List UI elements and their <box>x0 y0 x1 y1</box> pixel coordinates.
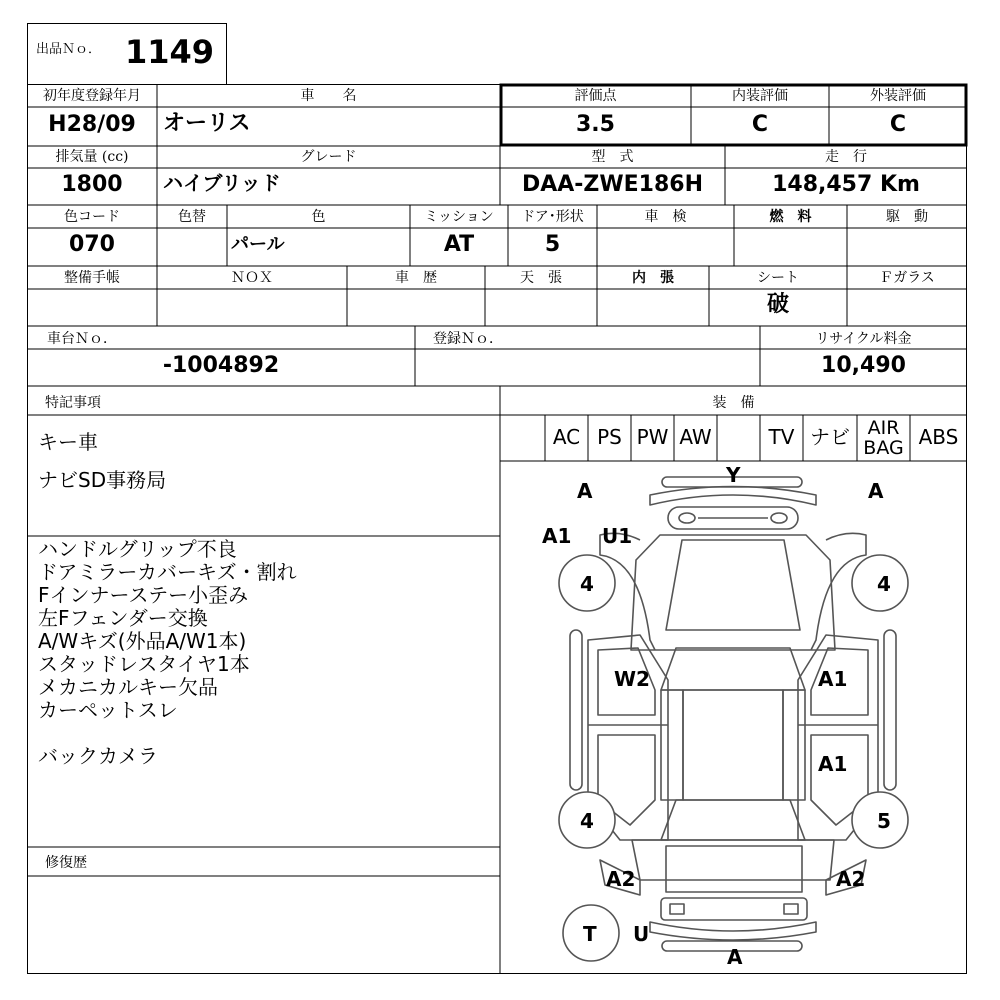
damage-a1-door1: A1 <box>818 667 848 691</box>
score-label: 評価点 <box>574 88 617 104</box>
tire-rl-value: 4 <box>580 809 594 833</box>
mileage-value: 148,457 Km <box>772 172 920 197</box>
car-name-label: 車 名 <box>300 88 357 104</box>
seat-label: シート <box>757 270 799 286</box>
damage-a1-left: A1 <box>542 524 572 548</box>
notes-lower <box>38 538 297 768</box>
note-line <box>38 722 297 745</box>
interior-lining-label: 内 張 <box>632 270 674 286</box>
car-name-value: オーリス <box>163 111 251 136</box>
lot-number: 1149 <box>125 33 215 71</box>
recycle-fee-value: 10,490 <box>821 353 906 378</box>
note-line: 左Fフェンダー交換 <box>38 606 208 630</box>
tire-fl-value: 4 <box>580 572 594 596</box>
equip-navi: ナビ <box>810 425 850 449</box>
mission-value: AT <box>443 232 475 257</box>
displacement-value: 1800 <box>61 172 123 197</box>
note-line: ドアミラーカバーキズ・割れ <box>38 560 297 584</box>
front-glass-label: Ｆガラス <box>879 270 935 286</box>
exterior-grade-value: C <box>889 112 907 137</box>
damage-a2-left: A2 <box>606 867 636 891</box>
maint-book-label: 整備手帳 <box>64 270 120 286</box>
model-value: DAA-ZWE186H <box>521 172 704 197</box>
equip-abs: ABS <box>918 425 959 449</box>
equip-ps: PS <box>597 425 622 449</box>
notes-label: 特記事項 <box>45 395 101 411</box>
repair-history-label: 修復歴 <box>45 855 87 871</box>
damage-u-rear: U <box>633 922 650 946</box>
damage-rear-center: A <box>727 945 743 969</box>
door-label: ドア･形状 <box>521 209 584 225</box>
mission-label: ミッション <box>424 209 494 225</box>
tire-rr-value: 5 <box>877 809 891 833</box>
equipment-label: 装 備 <box>712 395 755 411</box>
reg-date-label: 初年度登録年月 <box>43 88 141 104</box>
damage-front-left: A <box>577 479 593 503</box>
displacement-label: 排気量 (cc) <box>55 149 129 165</box>
model-label: 型 式 <box>591 149 634 165</box>
grade-label: グレード <box>300 149 357 165</box>
repaint-label: 色替 <box>178 209 206 225</box>
recycle-fee-label: リサイクル料金 <box>815 331 912 347</box>
note-line: メカニカルキー欠品 <box>38 675 218 699</box>
damage-u1-left: U1 <box>602 524 633 548</box>
reg-no-label: 登録Ｎｏ． <box>433 331 503 347</box>
equip-ac: AC <box>552 425 581 449</box>
damage-front-right: A <box>868 479 884 503</box>
history-label: 車 歴 <box>395 270 437 286</box>
exterior-grade-label: 外装評価 <box>870 88 926 104</box>
note-line: ハンドルグリップ不良 <box>38 537 237 561</box>
note-line: ナビSD事務局 <box>38 468 167 492</box>
damage-w2: W2 <box>614 667 650 691</box>
color-code-value: 070 <box>69 232 115 257</box>
note-line: スタッドレスタイヤ1本 <box>38 652 250 676</box>
note-line: カーペットスレ <box>38 698 178 722</box>
note-line: キー車 <box>38 430 98 454</box>
equip-aw: AW <box>679 425 712 449</box>
color-label: 色 <box>311 209 326 225</box>
interior-grade-label: 内装評価 <box>732 88 788 104</box>
equip-airbag: AIR BAG <box>863 417 904 459</box>
chassis-no-label: 車台Ｎｏ． <box>47 331 117 347</box>
color-value: パール <box>231 234 285 255</box>
damage-front-center: Y <box>726 463 741 487</box>
inspection-label: 車 検 <box>644 209 687 225</box>
interior-grade-value: C <box>751 112 769 137</box>
color-code-label: 色コード <box>64 209 120 225</box>
drive-label: 駆 動 <box>886 209 928 225</box>
door-value: 5 <box>544 232 561 257</box>
nox-label: ＮＯＸ <box>231 270 273 286</box>
notes-upper <box>38 423 166 499</box>
tire-fr-value: 4 <box>877 572 891 596</box>
note-line: A/Wキズ(外品A/W1本) <box>38 629 247 653</box>
lot-label: 出品Ｎｏ． <box>36 42 102 57</box>
spare-tire-value: T <box>583 922 597 946</box>
seat-value: 破 <box>766 292 789 317</box>
equip-pw: PW <box>636 425 669 449</box>
grade-value: ハイブリッド <box>163 171 281 195</box>
chassis-no-value: -1004892 <box>162 353 280 378</box>
note-line: バックカメラ <box>38 744 158 768</box>
mileage-label: 走 行 <box>825 149 867 165</box>
damage-a1-door2: A1 <box>818 752 848 776</box>
note-line: Fインナーステー小歪み <box>38 583 249 607</box>
equip-tv: TV <box>768 425 795 449</box>
reg-date-value: H28/09 <box>48 112 136 137</box>
damage-a2-right: A2 <box>836 867 866 891</box>
headliner-label: 天 張 <box>520 270 562 286</box>
fuel-label: 燃 料 <box>769 209 812 225</box>
score-value: 3.5 <box>576 112 615 137</box>
